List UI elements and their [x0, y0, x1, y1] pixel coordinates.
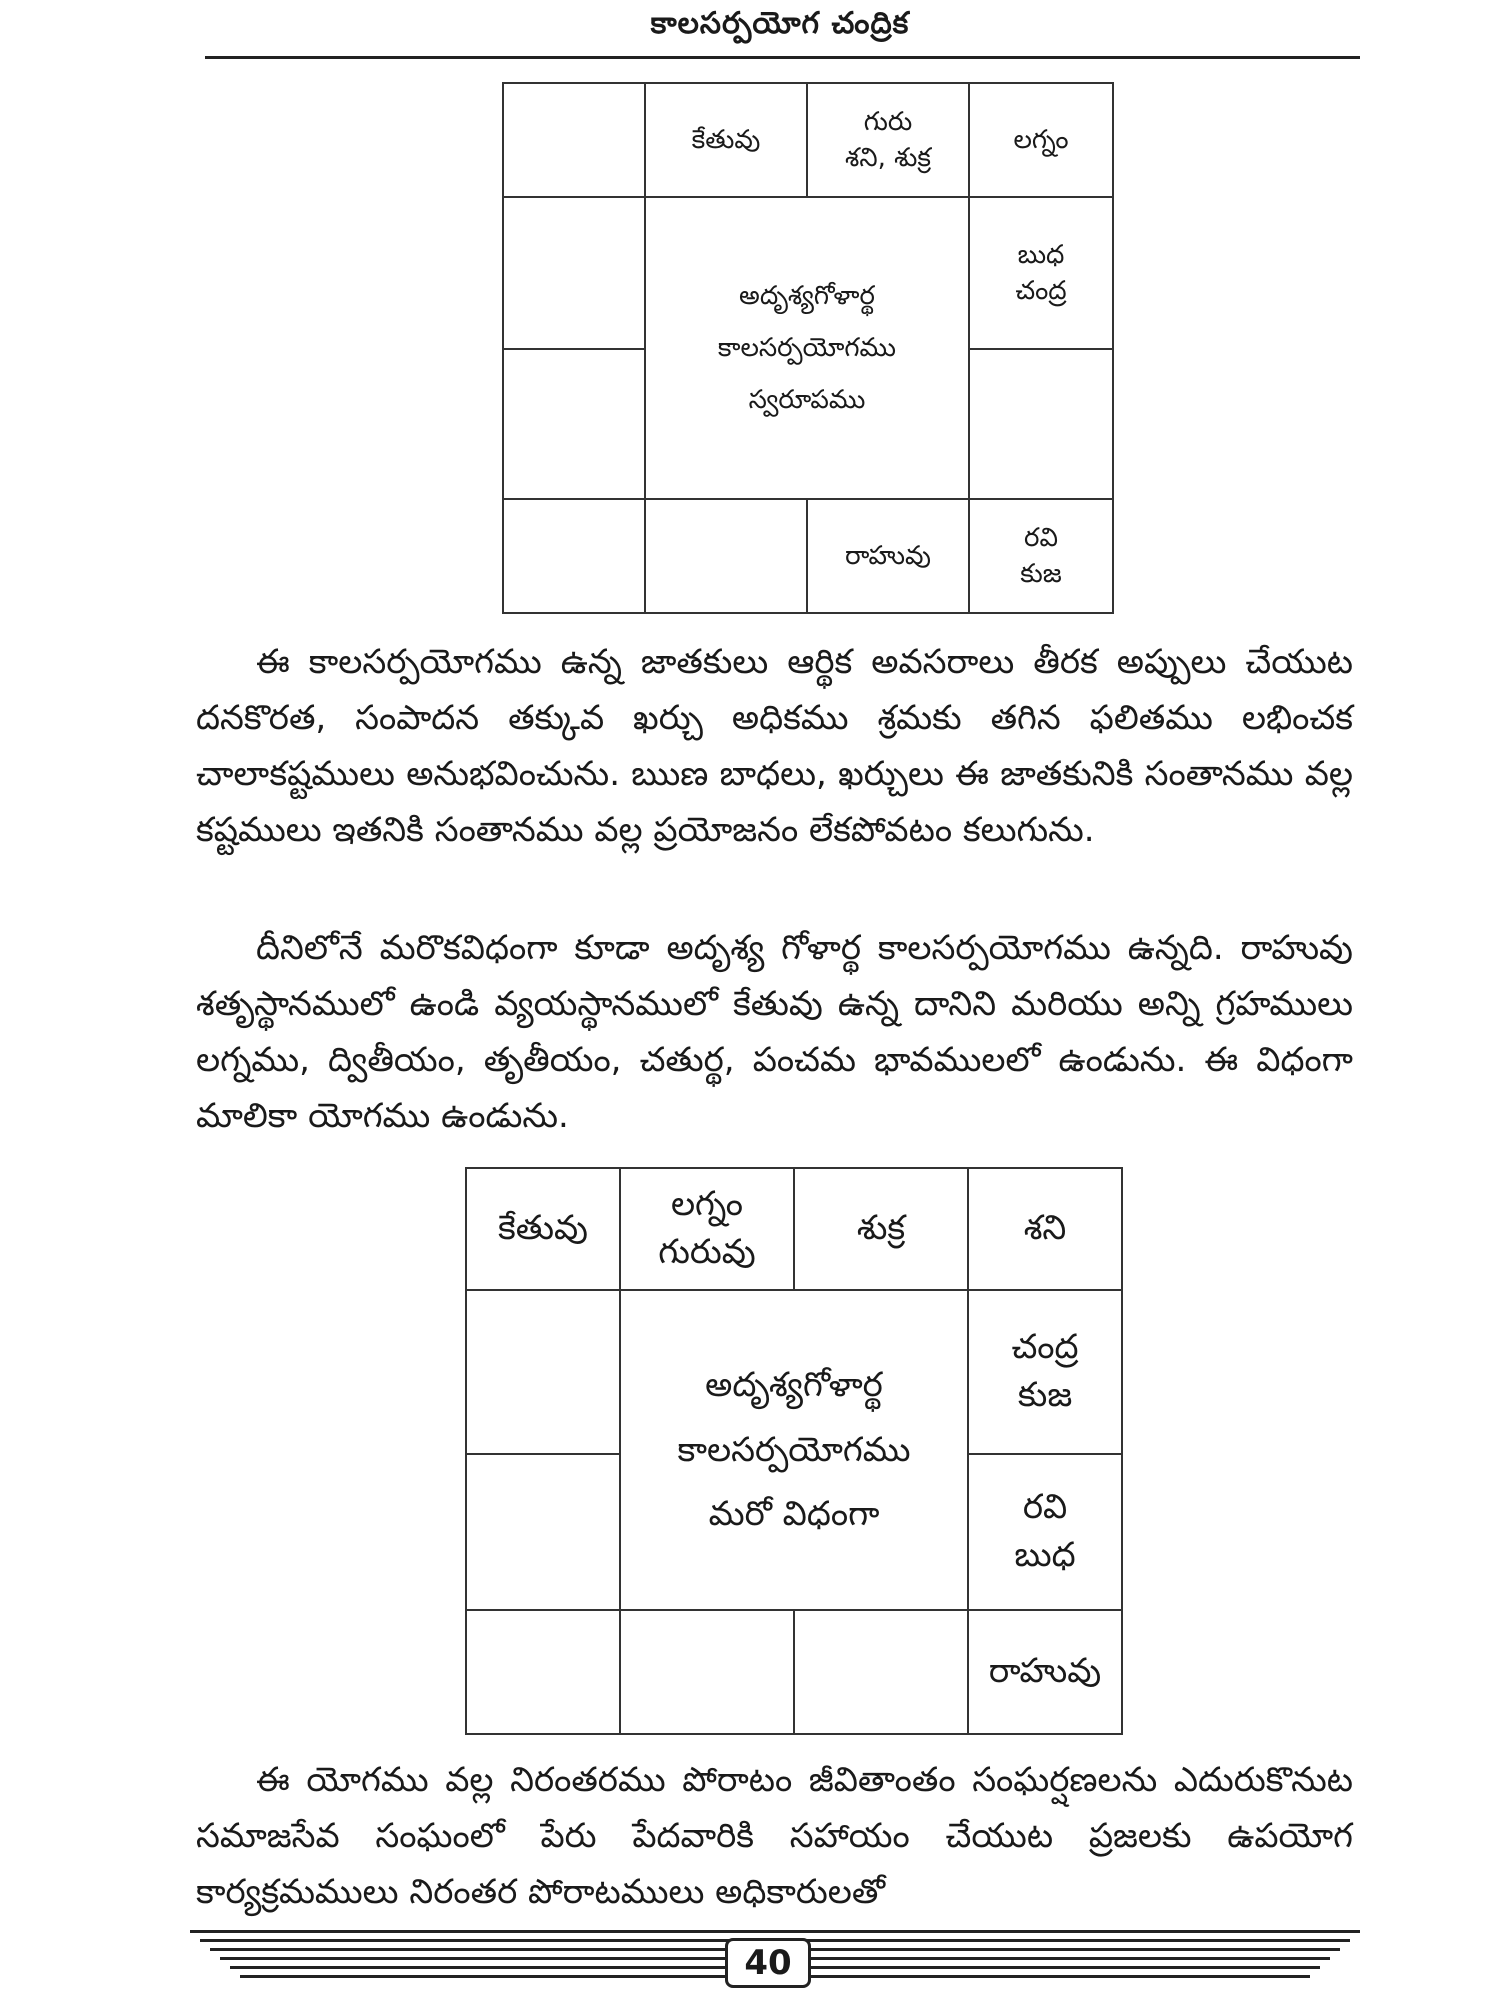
chart1-cell-right-1 — [968, 196, 1114, 350]
chart2-cell-left-2 — [465, 1453, 621, 1611]
planet-label: కుజ — [1017, 1375, 1073, 1415]
chart2-cell-left-1 — [465, 1289, 621, 1455]
chart2-cell-right-1 — [967, 1289, 1123, 1455]
chart1-cell-top-3 — [806, 82, 970, 198]
planet-label: రాహువు — [844, 540, 931, 571]
chart1-cell-left-1 — [502, 196, 646, 350]
planet-label: కేతువు — [691, 124, 761, 155]
planet-label: గురు — [863, 106, 913, 137]
chart2-cell-top-4 — [967, 1167, 1123, 1291]
planet-label: శని, శుక్ర — [845, 143, 931, 173]
page-header-title: కాలసర్పయోగ చంద్రిక — [650, 6, 910, 41]
planet-label: బుధ — [1017, 239, 1065, 270]
paragraph-1 — [196, 634, 1353, 858]
paragraph-2-text: దీనిలోనే మరొకవిధంగా కూడా అదృశ్య గోళార్థ కాలసర్పయోగము ఉన్నది. రాహువు శతృస్థానములో ఉండి వ్యయస్థానములో కేతువు ఉన్న దానిని మరియు అన్ని గ్రహములు లగ్నము, ద్వితీయం, తృతీయం, చతుర్థ, పంచమ భావములలో ఉండును. ఈ విధంగా మాలికా యోగము ఉండును. — [196, 928, 1353, 1136]
planet-label: కేతువు — [498, 1208, 588, 1249]
chart1-cell-right-2 — [968, 348, 1114, 500]
planet-label: రవి — [1022, 1487, 1068, 1528]
planet-label: బుధ — [1014, 1535, 1076, 1575]
paragraph-2 — [196, 920, 1353, 1144]
chart2-center-caption — [619, 1289, 969, 1611]
header-rule — [205, 56, 1360, 59]
caption-line: మరో విధంగా — [708, 1494, 880, 1535]
planet-label: రాహువు — [988, 1651, 1102, 1692]
paragraph-1-text: ఈ కాలసర్పయోగము ఉన్న జాతకులు ఆర్థిక అవసరాలు తీరక అప్పులు చేయుట దనకొరత, సంపాదన తక్కువ ఖర్చు అధికము శ్రమకు తగిన ఫలితము లభించక చాలాకష్టములు అనుభవించును. ఋణ బాధలు, ఖర్చులు ఈ జాతకునికి సంతానము వల్ల కష్టములు ఇతనికి సంతానము వల్ల ప్రయోజనం లేకపోవటం కలుగును. — [196, 642, 1353, 850]
planet-label: శుక్ర — [856, 1208, 906, 1249]
planet-label: లగ్నం — [1013, 124, 1069, 155]
chart1-cell-bottom-4 — [968, 498, 1114, 614]
planet-label: కుజ — [1020, 559, 1062, 589]
planet-label: చంద్ర — [1011, 1327, 1079, 1368]
chart2-cell-bottom-2 — [619, 1609, 795, 1735]
chart1-cell-top-4 — [968, 82, 1114, 198]
chart1-cell-top-1 — [502, 82, 646, 198]
paragraph-3 — [196, 1752, 1353, 1920]
planet-label: శని — [1023, 1208, 1067, 1249]
chart2-cell-top-3 — [793, 1167, 969, 1291]
chart2-cell-bottom-1 — [465, 1609, 621, 1735]
planet-label: చంద్ర — [1015, 276, 1067, 306]
chart2-cell-top-2 — [619, 1167, 795, 1291]
horoscope-chart-2 — [465, 1167, 1123, 1735]
planet-label: రవి — [1024, 522, 1058, 553]
chart2-cell-bottom-4 — [967, 1609, 1123, 1735]
paragraph-3-text: ఈ యోగము వల్ల నిరంతరము పోరాటం జీవితాంతం సంఘర్షణలను ఎదురుకొనుట సమాజసేవ సంఘంలో పేరు పేదవారికి సహాయం చేయుట ప్రజలకు ఉపయోగ కార్యక్రమములు నిరంతర పోరాటములు అధికారులతో — [196, 1760, 1353, 1912]
caption-line: కాలసర్పయోగము — [677, 1429, 911, 1470]
chart1-cell-top-2 — [644, 82, 808, 198]
chart1-cell-bottom-3 — [806, 498, 970, 614]
planet-label: లగ్నం — [670, 1184, 744, 1225]
horoscope-chart-1 — [502, 82, 1114, 614]
chart1-cell-bottom-2 — [644, 498, 808, 614]
chart2-cell-bottom-3 — [793, 1609, 969, 1735]
planet-label: గురువు — [658, 1232, 756, 1272]
caption-line: కాలసర్పయోగము — [717, 333, 897, 363]
caption-line: స్వరూపము — [748, 385, 866, 415]
chart2-cell-top-1 — [465, 1167, 621, 1291]
chart1-cell-left-2 — [502, 348, 646, 500]
chart1-center-caption — [644, 196, 970, 500]
chart2-cell-right-2 — [967, 1453, 1123, 1611]
caption-line: అదృశ్యగోళార్థ — [739, 281, 875, 311]
page-number: 40 — [725, 1938, 811, 1988]
chart1-cell-bottom-1 — [502, 498, 646, 614]
caption-line: అదృశ్యగోళార్థ — [705, 1365, 883, 1406]
